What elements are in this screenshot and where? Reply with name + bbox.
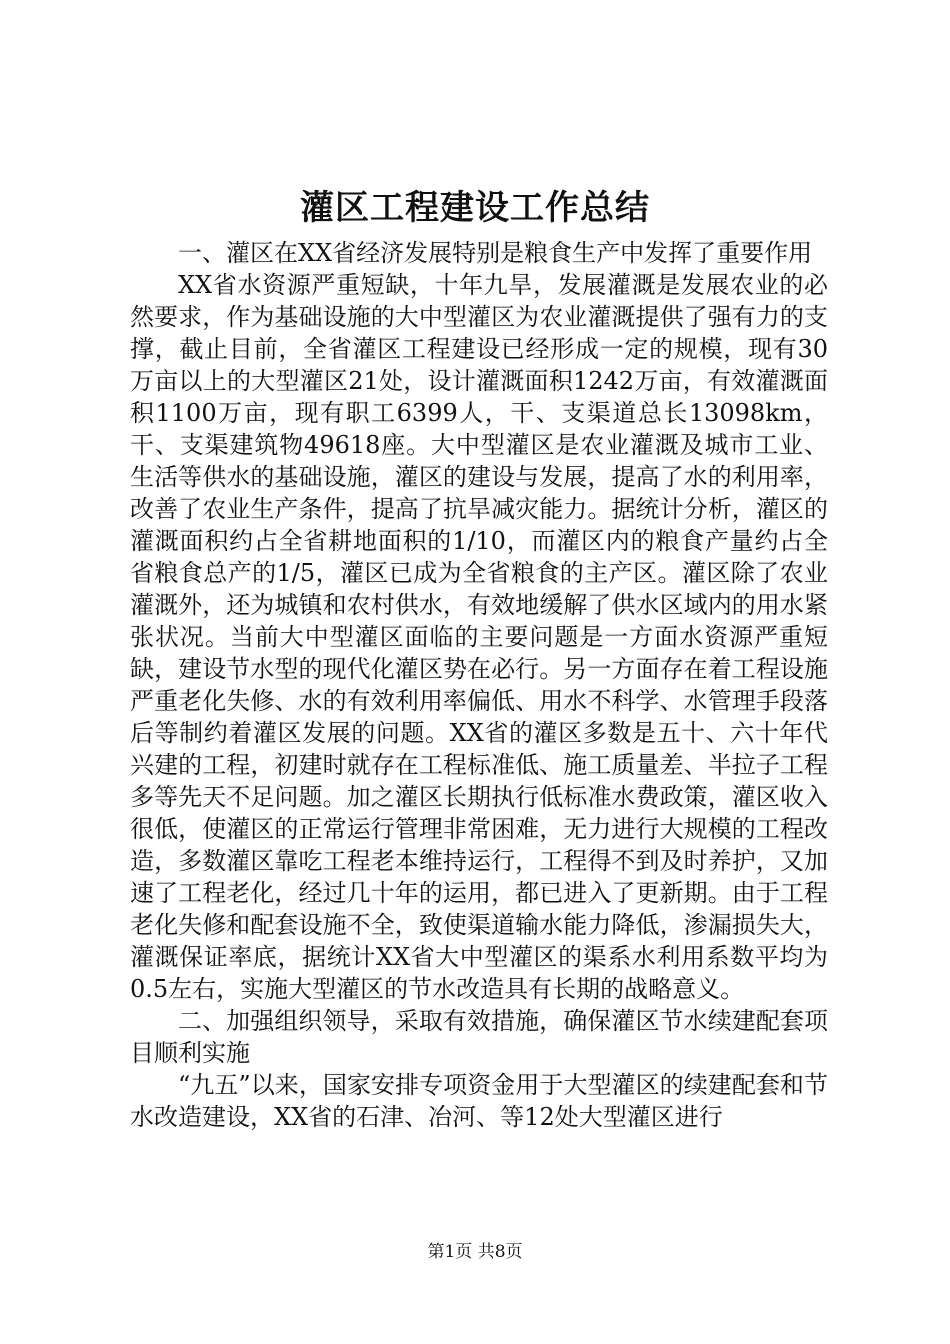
section-heading-1: 一、灌区在XX省经济发展特别是粮食生产中发挥了重要作用: [178, 239, 813, 267]
document-title: 灌区工程建设工作总结: [300, 188, 650, 228]
body-paragraph-2: “九五”以来，国家安排专项资金用于大型灌区的续建配套和节水改造建设，XX省的石津、冶河、等12处大型灌区进行: [130, 1071, 828, 1131]
page-number-footer: 第1页 共8页: [427, 1242, 523, 1262]
section-heading-2: 二、加强组织领导，采取有效措施，确保灌区节水续建配套项目顺利实施: [130, 1007, 828, 1067]
body-paragraph-1: XX省水资源严重短缺，十年九旱，发展灌溉是发展农业的必然要求，作为基础设施的大中型灌区为农业灌溉提供了强有力的支撑，截止目前，全省灌区工程建设已经形成一定的规模，现有30万亩以上的大型灌区21处，设计灌溉面积1242万亩，有效灌溉面积1100万亩，现有职工6399人，干、支渠道总长13098km，干、支渠建筑物49618座。大中型灌区是农业灌溉及城市工业、生活等供水的基础设施，灌区的建设与发展，提高了水的利用率，改善了农业生产条件，提高了抗旱减灾能力。据统计分析，灌区的灌溉面积约占全省耕地面积的1/10，而灌区内的粮食产量约占全省粮食总产的1/5，灌区已成为全省粮食的主产区。灌区除了农业灌溉外，还为城镇和农村供水，有效地缓解了供水区域内的用水紧张状况。当前大中型灌区面临的主要问题是一方面水资源严重短缺，建设节水型的现代化灌区势在必行。另一方面存在着工程设施严重老化失修、水的有效利用率偏低、用水不科学、水管理手段落后等制约着灌区发展的问题。XX省的灌区多数是五十、六十年代兴建的工程，初建时就存在工程标准低、施工质量差、半拉子工程多等先天不足问题。加之灌区长期执行低标准水费政策，灌区收入很低，使灌区的正常运行管理非常困难，无力进行大规模的工程改造，多数灌区靠吃工程老本维持运行，工程得不到及时养护，又加速了工程老化，经过几十年的运用，都已进入了更新期。由于工程老化失修和配套设施不全，致使渠道输水能力降低，渗漏损失大，灌溉保证率底，据统计XX省大中型灌区的渠系水利用系数平均为0.5左右，实施大型灌区的节水改造具有长期的战略意义。: [130, 271, 828, 1003]
document-body: [130, 237, 828, 1133]
